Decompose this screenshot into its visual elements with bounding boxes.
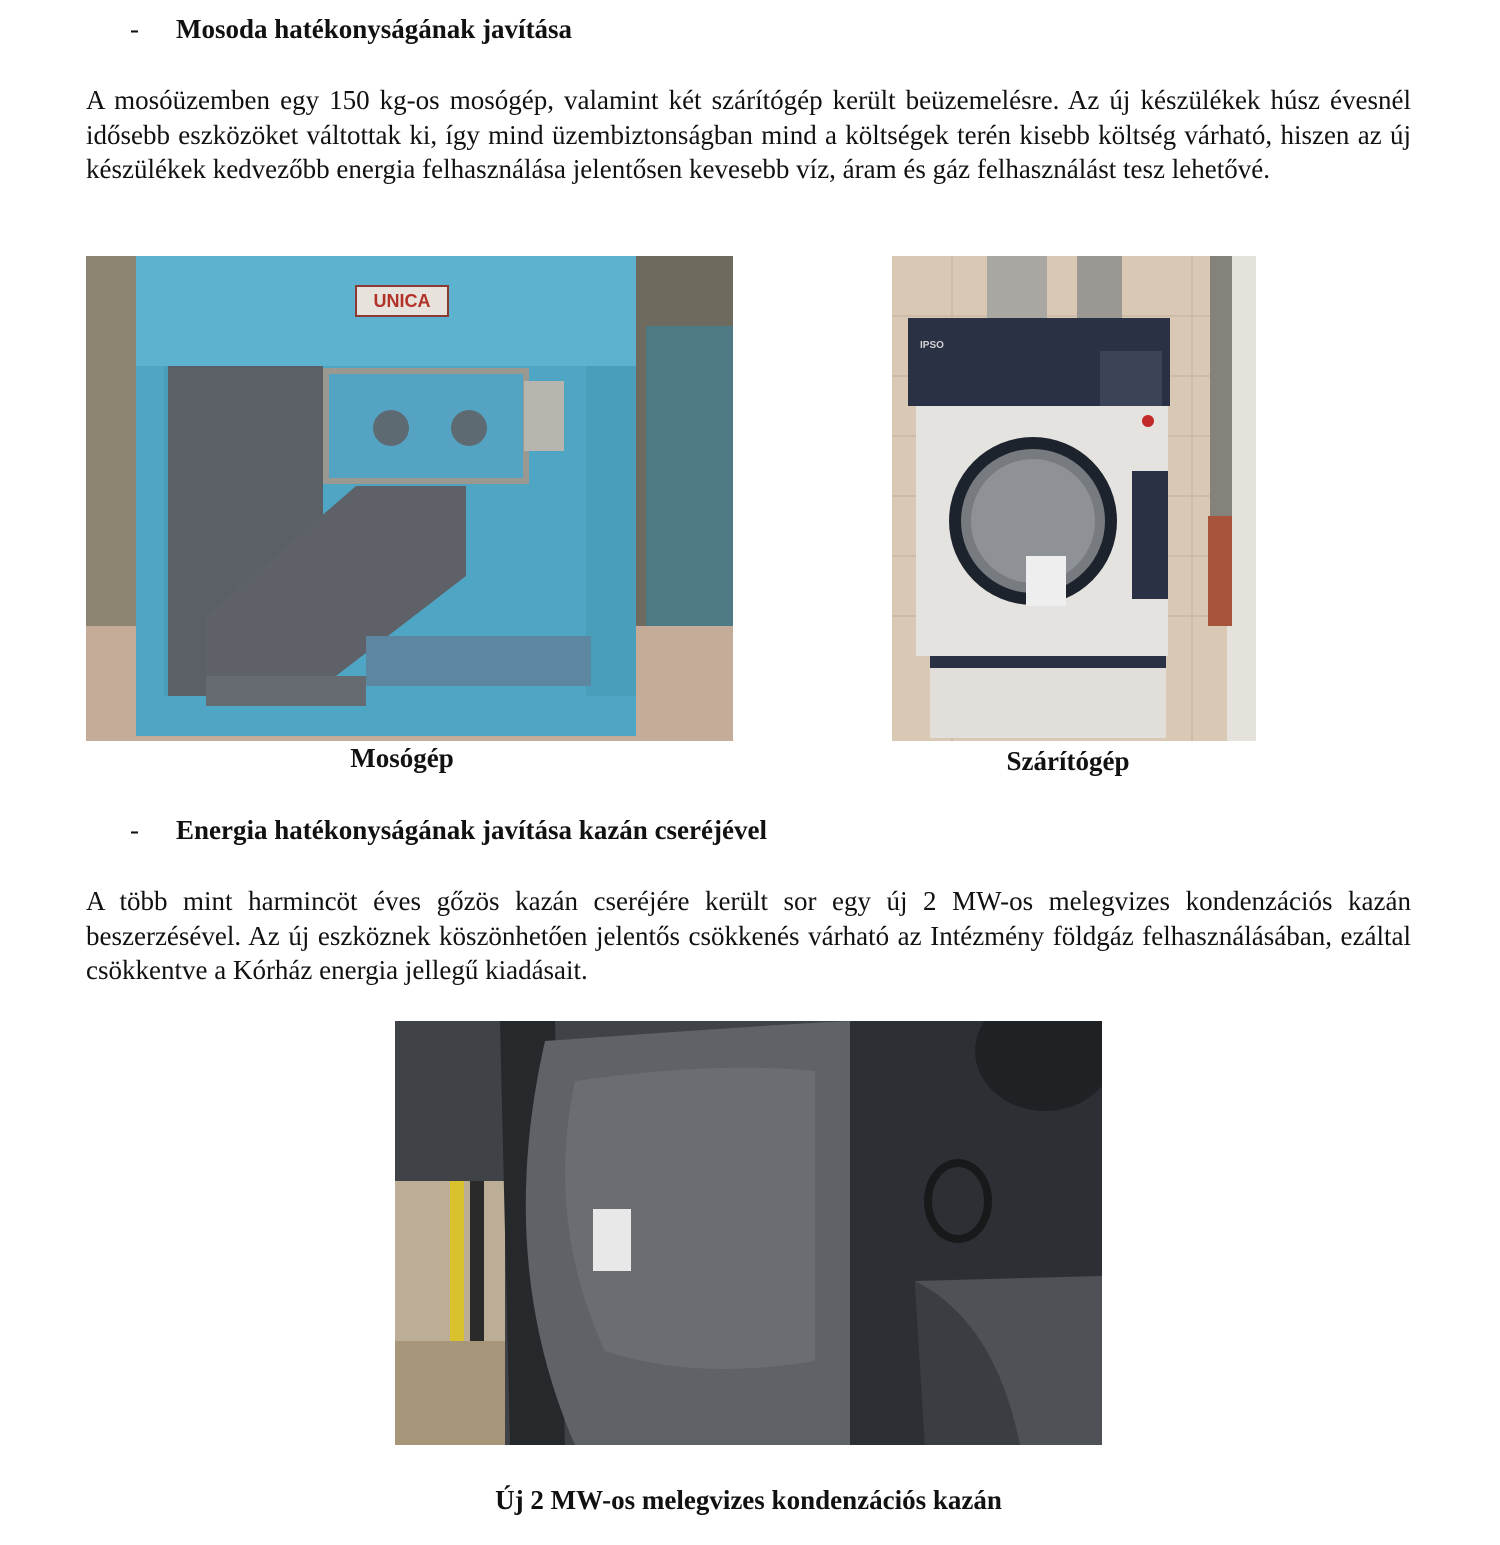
washer-brand-logo: UNICA (373, 291, 431, 311)
heading-text: Energia hatékonyságának javítása kazán cseréjével (176, 815, 767, 845)
dryer-photo (892, 256, 1256, 741)
washer-caption: Mosógép (350, 743, 454, 773)
section-heading-energy (130, 814, 767, 846)
boiler-photo (395, 1021, 1102, 1445)
dryer-caption: Szárítógép (1006, 746, 1130, 776)
section-heading-laundry (130, 13, 572, 45)
bullet-dash: - (130, 815, 139, 845)
washer-photo (86, 256, 733, 741)
bullet-dash: - (130, 14, 139, 44)
heading-text: Mosoda hatékonyságának javítása (176, 14, 573, 44)
paragraph-laundry: A mosóüzemben egy 150 kg-os mosógép, valamint két szárítógép került beüzemelésre. Az új készülékek húsz évesnél idősebb eszközöket váltottak ki, így mind üzembiztonságban mind a költségek terén kisebb költség várható, hiszen az új készülékek kedvezőbb energia felhasználása jelentősen kevesebb víz, áram és gáz felhasználást tesz lehetővé. (86, 85, 1411, 184)
dryer-brand-logo: IPSO (920, 340, 944, 351)
paragraph-energy: A több mint harmincöt éves gőzös kazán cseréjére került sor egy új 2 MW-os melegvizes kondenzációs kazán beszerzésével. Az új eszköznek köszönhetően jelentős csökkenés várható az Intézmény földgáz felhasználásában, ezáltal csökkentve a Kórház energia jellegű kiadásait. (86, 886, 1411, 985)
boiler-caption: Új 2 MW-os melegvizes kondenzációs kazán (495, 1485, 1002, 1515)
